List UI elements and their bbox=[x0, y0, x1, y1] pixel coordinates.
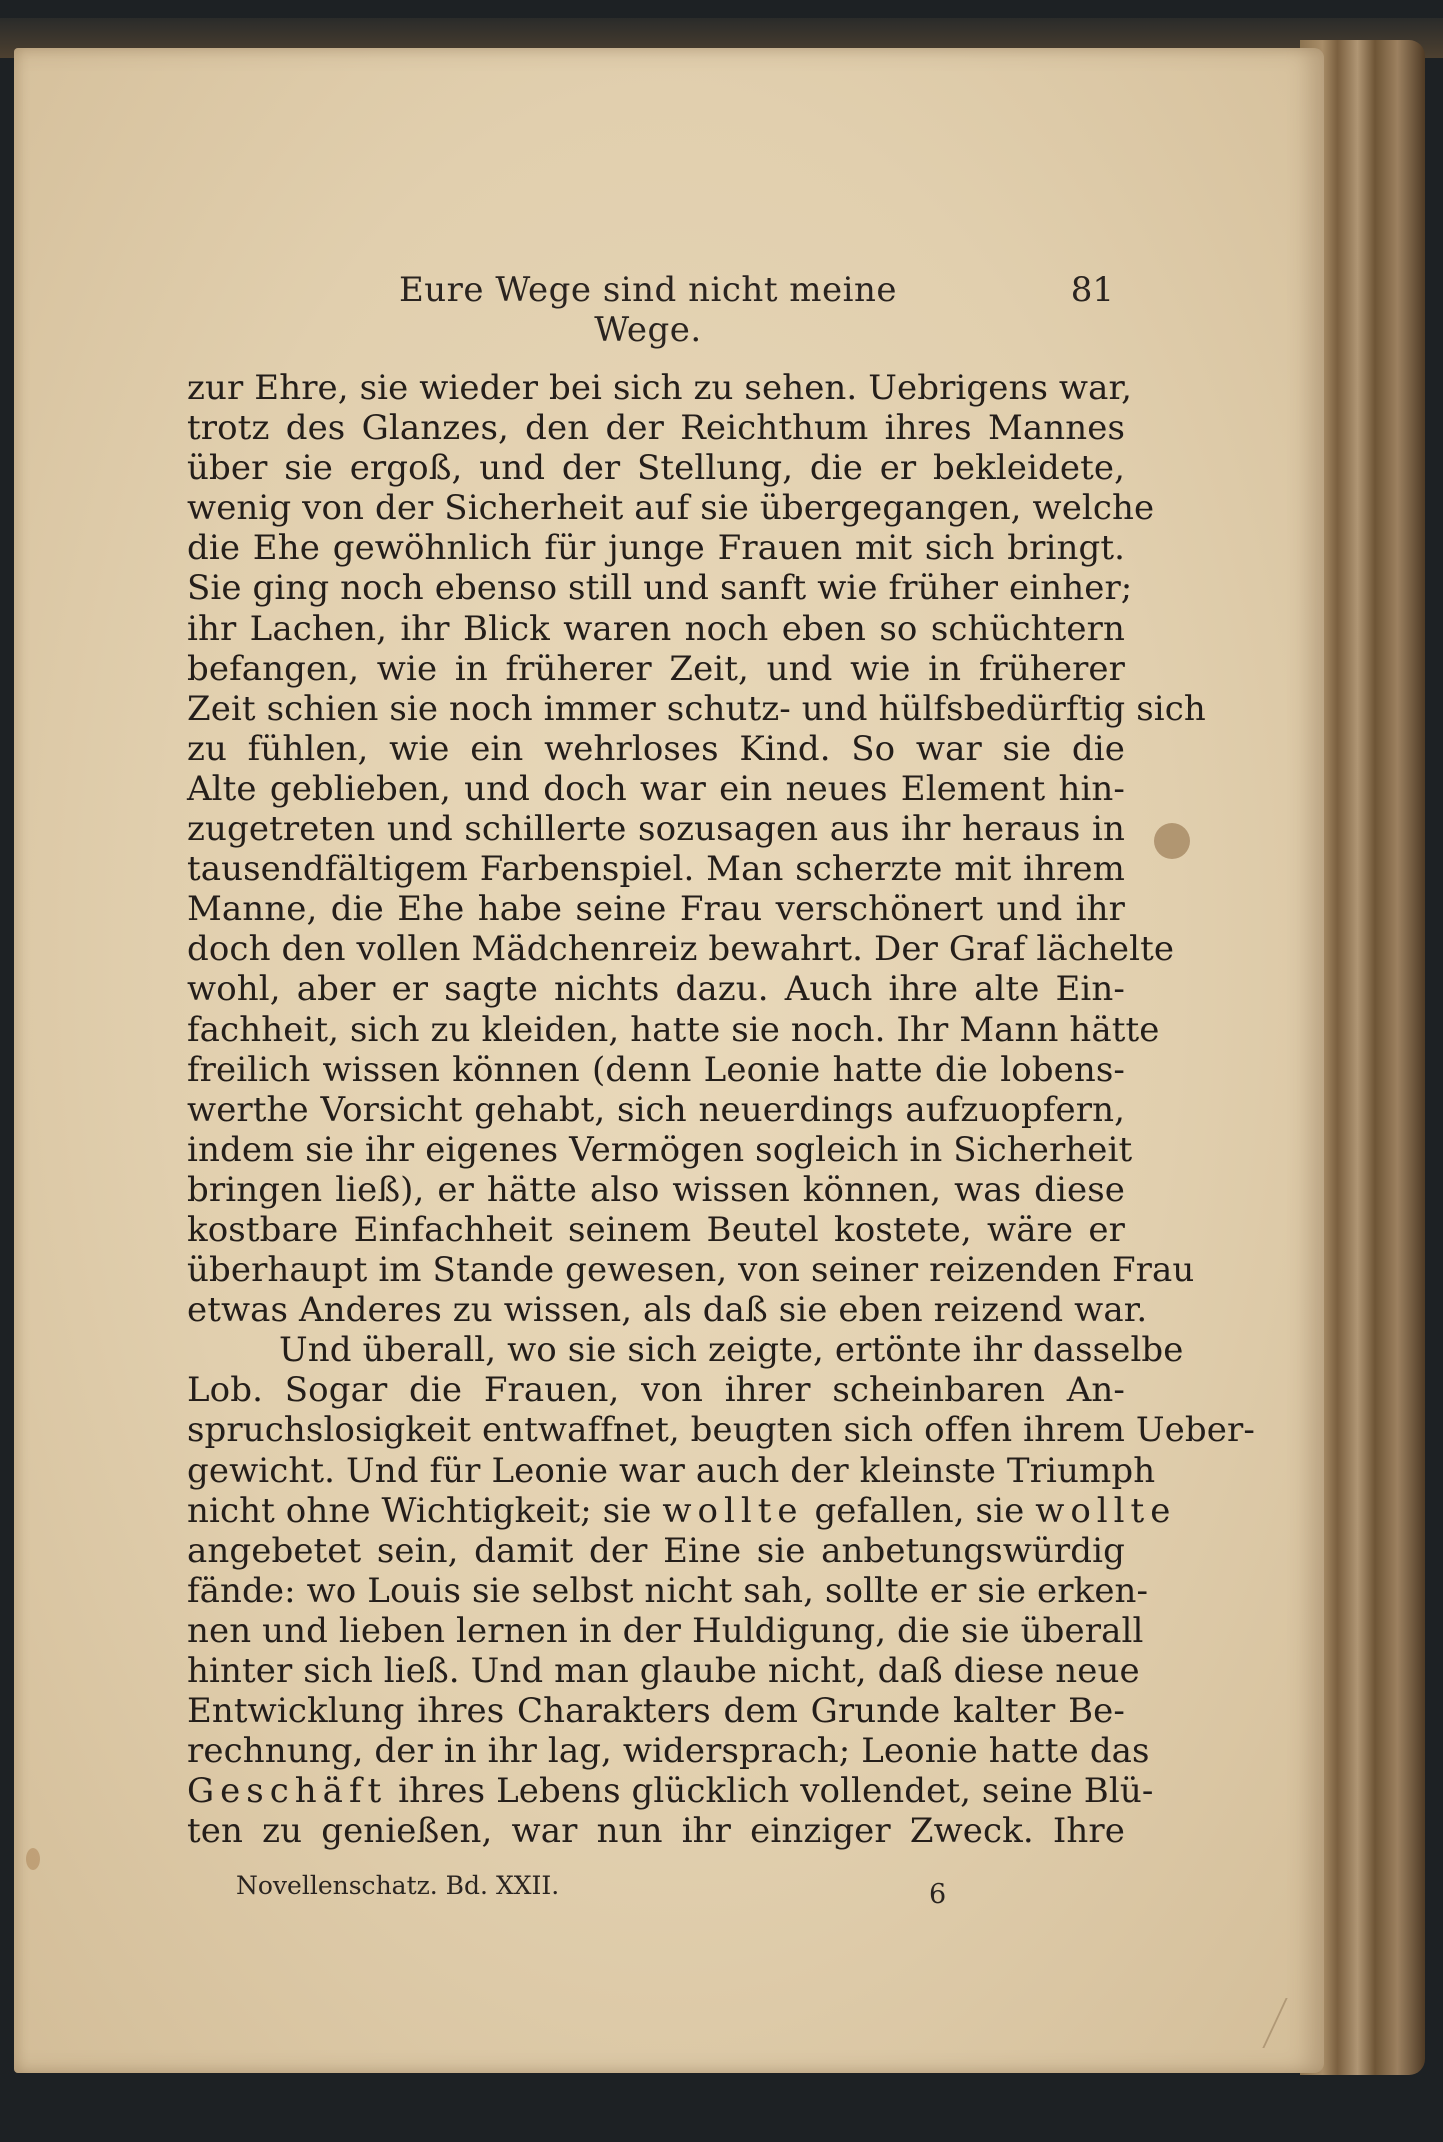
text-line: über sie ergoß, und der Stellung, die er bekleidete, bbox=[187, 448, 1125, 489]
text-line: ihr Lachen, ihr Blick waren noch eben so schüchtern bbox=[187, 608, 1125, 649]
running-header bbox=[14, 270, 1324, 350]
page-corner-fold bbox=[1262, 1998, 1327, 2048]
text-line: Zeit schien sie noch immer schutz- und hülfsbedürftig sich bbox=[187, 688, 1206, 729]
text-line: wenig von der Sicherheit auf sie übergegangen, welche bbox=[187, 488, 1155, 529]
text-fragment: nicht ohne Wichtigkeit; sie bbox=[187, 1490, 663, 1531]
text-line: Entwicklung ihres Charakters dem Grunde kalter Be- bbox=[187, 1691, 1125, 1732]
sheet-number: 6 bbox=[929, 1879, 947, 1910]
text-line: werthe Vorsicht gehabt, sich neuerdings aufzuopfern, bbox=[187, 1089, 1125, 1130]
foxing-spot bbox=[26, 1848, 40, 1870]
text-line: angebetet sein, damit der Eine sie anbetungswürdig bbox=[187, 1530, 1125, 1571]
spaced-emphasis: Geschäft bbox=[187, 1771, 388, 1812]
text-line: fände: wo Louis sie selbst nicht sah, sollte er sie erken- bbox=[187, 1570, 1149, 1611]
text-line: kostbare Einfachheit seinem Beutel kostete, wäre er bbox=[187, 1209, 1125, 1250]
text-line: Lob. Sogar die Frauen, von ihrer scheinbaren An- bbox=[187, 1370, 1125, 1411]
text-line: nen und lieben lernen in der Huldigung, die sie überall bbox=[187, 1610, 1144, 1651]
text-line: tausendfältigem Farbenspiel. Man scherzte mit ihrem bbox=[187, 849, 1125, 890]
text-line: zur Ehre, sie wieder bei sich zu sehen. Uebrigens war, bbox=[187, 368, 1133, 408]
body-text bbox=[187, 368, 1255, 1852]
text-line: spruchslosigkeit entwaffnet, beugten sich offen ihrem Ueber- bbox=[187, 1410, 1255, 1451]
running-title: Eure Wege sind nicht meine Wege. bbox=[398, 270, 898, 350]
text-line: gewicht. Und für Leonie war auch der kleinste Triumph bbox=[187, 1450, 1156, 1491]
text-line: ten zu genießen, war nun ihr einziger Zweck. Ihre bbox=[187, 1811, 1125, 1852]
text-line: bringen ließ), er hätte also wissen können, was diese bbox=[187, 1169, 1125, 1210]
text-line: rechnung, der in ihr lag, widersprach; Leonie hatte das bbox=[187, 1731, 1150, 1772]
text-line: Manne, die Ehe habe seine Frau verschönert und ihr bbox=[187, 889, 1125, 930]
text-line-emphasis bbox=[187, 1771, 1154, 1812]
text-line: doch den vollen Mädchenreiz bewahrt. Der Graf lächelte bbox=[187, 929, 1175, 970]
paragraph-start-line: Und überall, wo sie sich zeigte, ertönte ihr dasselbe bbox=[279, 1330, 1184, 1371]
spaced-emphasis: wollte bbox=[1035, 1490, 1177, 1531]
text-line: die Ehe gewöhnlich für junge Frauen mit sich bringt. bbox=[187, 528, 1125, 569]
text-line: etwas Anderes zu wissen, als daß sie eben reizend war. bbox=[187, 1290, 1148, 1331]
text-line: befangen, wie in früherer Zeit, und wie in früherer bbox=[187, 648, 1125, 689]
text-line: freilich wissen können (denn Leonie hatte die lobens- bbox=[187, 1049, 1125, 1090]
text-line: zugetreten und schillerte sozusagen aus ihr heraus in bbox=[187, 809, 1125, 850]
text-line: trotz des Glanzes, den der Reichthum ihres Mannes bbox=[187, 408, 1125, 449]
book-page bbox=[14, 48, 1324, 2073]
text-line: überhaupt im Stande gewesen, von seiner reizenden Frau bbox=[187, 1250, 1195, 1291]
text-line: Sie ging noch ebenso still und sanft wie früher einher; bbox=[187, 568, 1133, 609]
page-number: 81 bbox=[1070, 270, 1114, 310]
text-fragment: ihres Lebens glücklich vollendet, seine Blü- bbox=[387, 1771, 1154, 1812]
spaced-emphasis: wollte bbox=[662, 1490, 804, 1531]
text-line: wohl, aber er sagte nichts dazu. Auch ihre alte Ein- bbox=[187, 969, 1125, 1010]
text-line: fachheit, sich zu kleiden, hatte sie noch. Ihr Mann hätte bbox=[187, 1009, 1160, 1050]
text-line: hinter sich ließ. Und man glaube nicht, daß diese neue bbox=[187, 1651, 1140, 1691]
page-footer bbox=[14, 1871, 1324, 1915]
text-line: Alte geblieben, und doch war ein neues Element hin- bbox=[187, 768, 1125, 809]
text-line-emphasis bbox=[187, 1490, 1177, 1531]
footer-signature: Novellenschatz. Bd. XXII. bbox=[236, 1871, 560, 1900]
text-line: zu fühlen, wie ein wehrloses Kind. So war sie die bbox=[187, 728, 1125, 769]
text-fragment: gefallen, sie bbox=[803, 1490, 1036, 1531]
foxing-spot bbox=[1154, 823, 1190, 859]
text-line: indem sie ihr eigenes Vermögen sogleich in Sicherheit bbox=[187, 1129, 1133, 1170]
